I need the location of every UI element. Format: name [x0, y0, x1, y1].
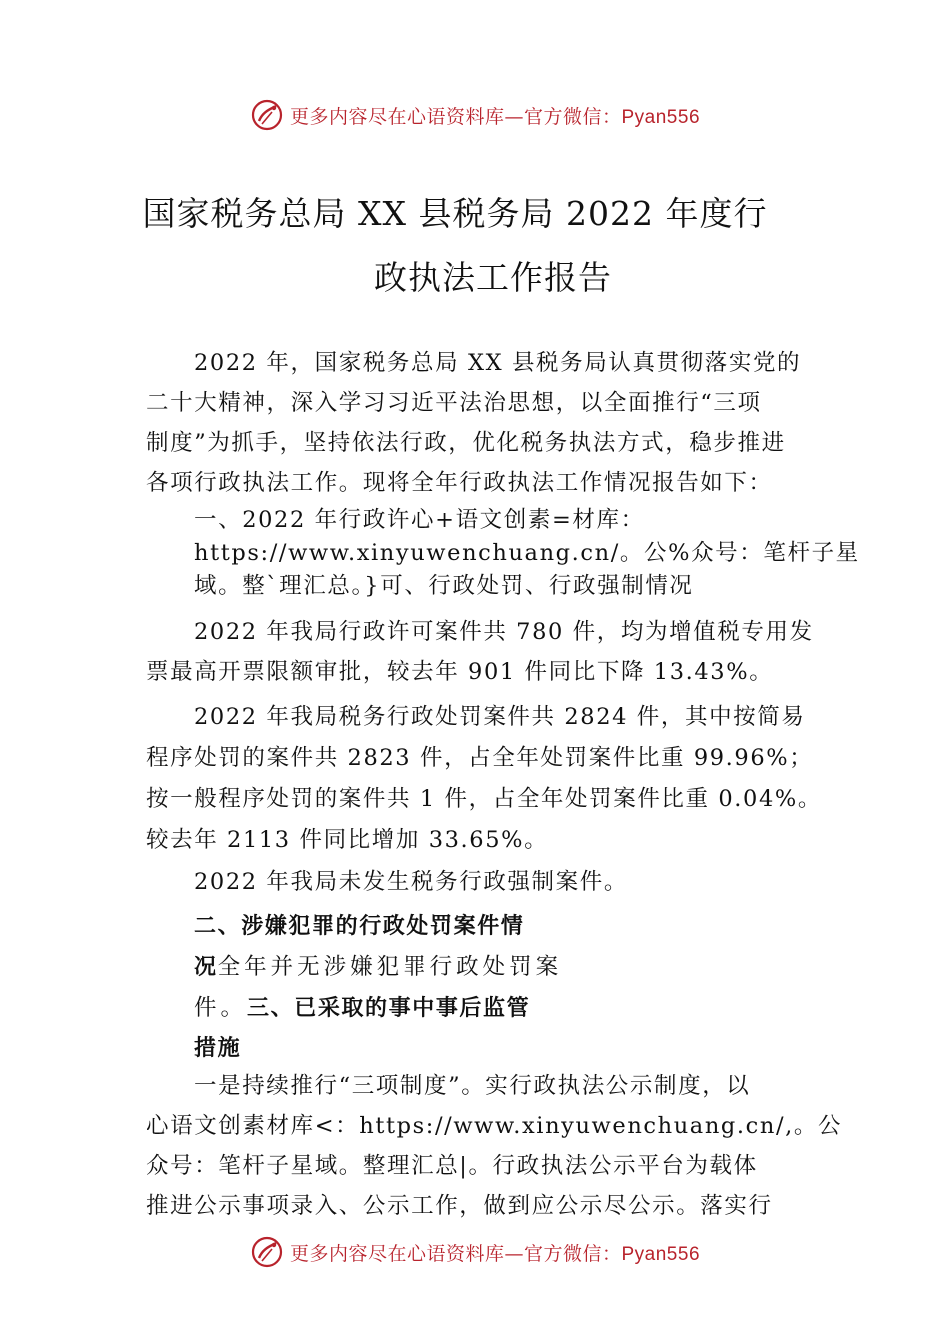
text-line: 推进公示事项录入、公示工作，做到应公示尽公示。落实行 [146, 1193, 773, 1219]
text-line: 2022 年我局税务行政处罚案件共 2824 件，其中按简易 [194, 704, 806, 730]
section-2-heading: 二、涉嫌犯罪的行政处罚案件情 [194, 914, 525, 939]
text-line: 制度”为抓手，坚持依法行政，优化税务执法方式，稳步推进 [146, 430, 786, 456]
watermark-banner-top [0, 95, 950, 135]
paragraph-measures [146, 1066, 843, 1226]
watermark-logo-icon [250, 1235, 284, 1269]
text-line: 各项行政执法工作。现将全年行政执法工作情况报告如下： [146, 470, 773, 496]
section-2-3-block [194, 907, 884, 1069]
text-line: 按一般程序处罚的案件共 1 件，占全年处罚案件比重 0.04%。 [146, 786, 822, 812]
text-line: 票最高开票限额审批，较去年 901 件同比下降 13.43%。 [146, 659, 774, 685]
text-line: 件。 [194, 995, 248, 1021]
text-line: 众号：笔杆子星域。整理汇总|。行政执法公示平台为载体 [146, 1153, 758, 1179]
text-line: 一、2022 年行政许心+语文创素=材库： [194, 507, 645, 533]
section-3-heading: 三、已采取的事中事后监管 [247, 996, 531, 1021]
section-3-heading-end: 措施 [194, 1036, 242, 1061]
document-title-line-2: 政执法工作报告 [374, 258, 612, 297]
text-line: 程序处罚的案件共 2823 件，占全年处罚案件比重 99.96%； [146, 745, 814, 771]
watermark-text: 更多内容尽在心语资料库—官方微信：Pyan556 [289, 105, 701, 128]
text-line: 域。整`理汇总。}可、行政处罚、行政强制情况 [194, 573, 694, 599]
section-2-heading-end: 况 [194, 955, 218, 980]
text-line: 2022 年我局行政许可案件共 780 件，均为增值税专用发 [194, 619, 814, 645]
paragraph-enforcement [146, 862, 836, 902]
watermark-banner-bottom [0, 1232, 950, 1272]
text-line: https://www.xinyuwenchuang.cn/。公%众号：笔杆子星 [194, 540, 860, 566]
text-line: 心语文创素材库<：https://www.xinyuwenchuang.cn/,。公 [146, 1113, 843, 1139]
watermark-text: 更多内容尽在心语资料库—官方微信：Pyan556 [289, 1242, 701, 1265]
section-1-heading [194, 504, 884, 603]
paragraph-intro [146, 343, 836, 503]
text-line: 2022 年我局未发生税务行政强制案件。 [194, 869, 628, 895]
text-line: 2022 年，国家税务总局 XX 县税务局认真贯彻落实党的 [194, 350, 802, 376]
document-title-line-1: 国家税务总局 XX 县税务局 2022 年度行 [142, 194, 768, 233]
watermark-logo-icon [250, 98, 284, 132]
text-line: 二十大精神，深入学习习近平法治思想，以全面推行“三项 [146, 390, 762, 416]
text-line: 全年并无涉嫌犯罪行政处罚案 [217, 954, 563, 980]
paragraph-penalties [146, 697, 836, 861]
text-line: 较去年 2113 件同比增加 33.65%。 [146, 827, 549, 853]
paragraph-licensing [146, 612, 836, 692]
text-line: 一是持续推行“三项制度”。实行政执法公示制度，以 [194, 1073, 751, 1099]
